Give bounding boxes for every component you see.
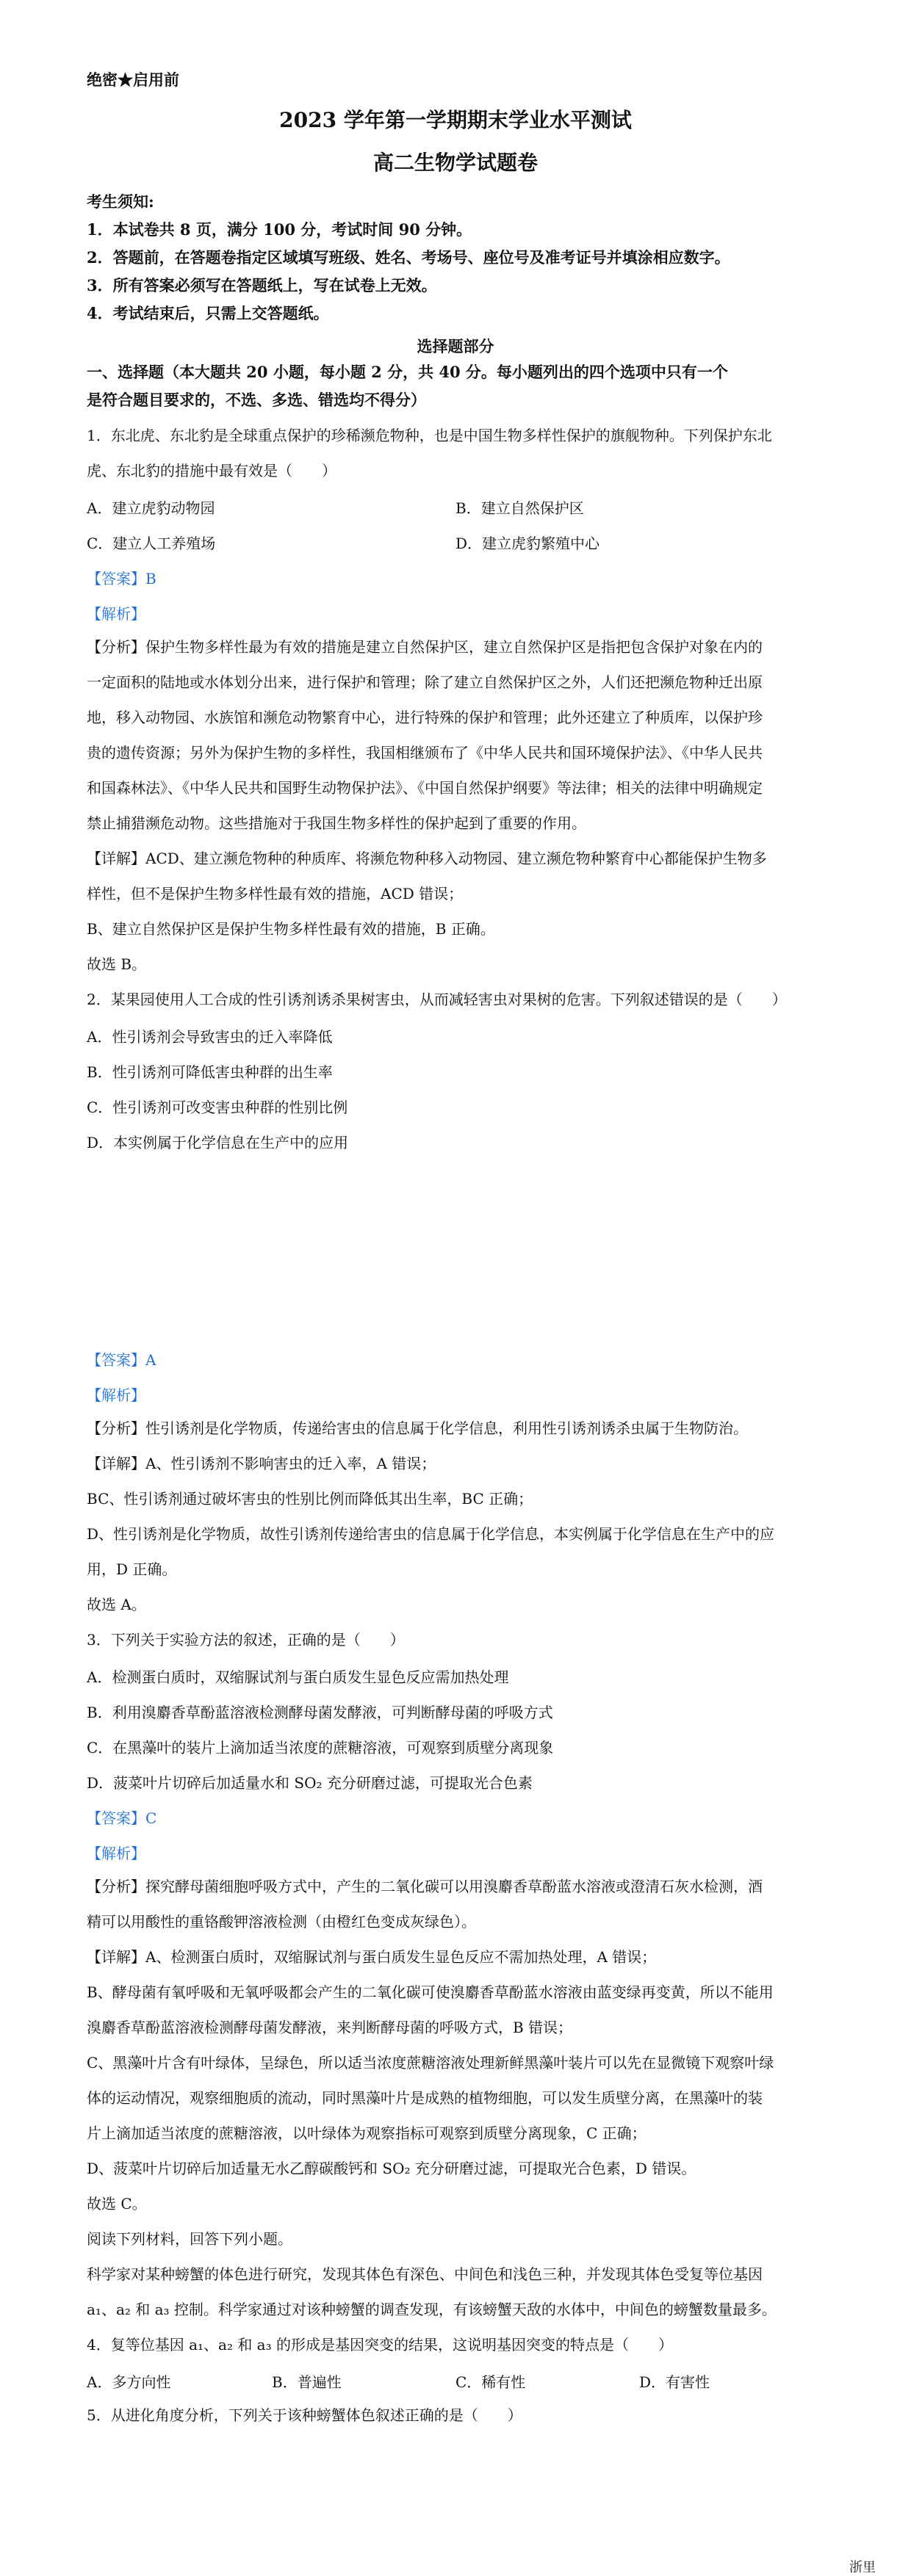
question-4-stem: 4．复等位基因 a₁、a₂ 和 a₃ 的形成是基因突变的结果，这说明基因突变的特点是（ ） [87,2336,673,2354]
q3-analysis-tag: 【解析】 [87,1845,145,1862]
question-5-stem: 5．从进化角度分析，下列关于该种螃蟹体色叙述正确的是（ ） [87,2406,522,2424]
q2-option-c: C．性引诱剂可改变害虫种群的性别比例 [87,1099,348,1116]
q1-analysis-tag: 【解析】 [87,605,145,623]
q3-analysis-line: 故选 C。 [87,2195,147,2213]
q3-analysis-line: D、菠菜叶片切碎后加适量无水乙醇碳酸钙和 SO₂ 充分研磨过滤，可提取光合色素，D 错误。 [87,2160,696,2177]
q1-analysis-line: 和国森林法》、《中华人民共和国野生动物保护法》、《中国自然保护纲要》等法律；相关的法律中明确规定 [87,779,763,797]
q3-analysis-line: C、黑藻叶片含有叶绿体，呈绿色，所以适当浓度蔗糖溶液处理新鲜黑藻叶装片可以先在显微镜下观察叶绿 [87,2054,774,2072]
q3-analysis-line: 体的运动情况，观察细胞质的流动，同时黑藻叶片是成熟的植物细胞，可以发生质壁分离，在黑藻叶的装 [87,2089,763,2107]
question-1-stem: 虎、东北豹的措施中最有效是（ ） [87,462,336,480]
q1-analysis-line: B、建立自然保护区是保护生物多样性最有效的措施，B 正确。 [87,920,495,938]
page-footer: 浙里 [849,2560,876,2575]
reading-intro: 阅读下列材料，回答下列小题。 [87,2230,292,2248]
q3-option-b: B．利用溴麝香草酚蓝溶液检测酵母菌发酵液，可判断酵母菌的呼吸方式 [87,1704,553,1721]
q1-option-c: C．建立人工养殖场 [87,535,216,552]
q3-analysis-line: 片上滴加适当浓度的蔗糖溶液，以叶绿体为观察指标可观察到质壁分离现象，C 正确； [87,2124,647,2142]
q2-analysis-line: 【详解】A、性引诱剂不影响害虫的迁入率，A 错误； [87,1455,436,1472]
q2-option-b: B．性引诱剂可降低害虫种群的出生率 [87,1063,333,1081]
q1-option-b: B．建立自然保护区 [455,499,584,517]
q2-analysis-tag: 【解析】 [87,1386,145,1404]
q2-option-d: D．本实例属于化学信息在生产中的应用 [87,1134,349,1151]
notes-heading: 考生须知: [87,192,154,211]
reading-paragraph: 科学家对某种螃蟹的体色进行研究，发现其体色有深色、中间色和浅色三种，并发现其体色受复等位基因 [87,2265,763,2283]
q1-analysis-line: 【分析】保护生物多样性最为有效的措施是建立自然保护区，建立自然保护区是指把包含保护对象在内的 [87,638,763,656]
q3-analysis-line: 【详解】A、检测蛋白质时，双缩脲试剂与蛋白质发生显色反应不需加热处理，A 错误； [87,1948,657,1966]
q3-analysis-line: 精可以用酸性的重铬酸钾溶液检测（由橙红色变成灰绿色）。 [87,1913,476,1931]
q4-option-a: A．多方向性 [87,2373,171,2391]
q1-analysis-line: 样性，但不是保护生物多样性最有效的措施，ACD 错误； [87,885,464,902]
section-instructions: 是符合题目要求的，不选、多选、错选均不得分） [87,391,426,409]
section-title: 选择题部分 [417,337,494,355]
secret-label: 绝密★启用前 [87,70,179,89]
question-2-stem: 2．某果园使用人工合成的性引诱剂诱杀果树害虫，从而减轻害虫对果树的危害。下列叙述错误的是（ ） [87,991,787,1008]
q2-option-a: A．性引诱剂会导致害虫的迁入率降低 [87,1028,333,1046]
question-1-stem: 1．东北虎、东北豹是全球重点保护的珍稀濒危物种，也是中国生物多样性保护的旗舰物种。下列保护东北 [87,427,772,444]
q1-option-d: D．建立虎豹繁殖中心 [455,535,600,552]
q4-option-d: D．有害性 [639,2373,710,2391]
section-instructions: 一、选择题（本大题共 20 小题，每小题 2 分，共 40 分。每小题列出的四个选项中只有一个 [87,363,728,381]
q3-analysis-line: B、酵母菌有氧呼吸和无氧呼吸都会产生的二氧化碳可使溴麝香草酚蓝水溶液由蓝变绿再变黄，所以不能用 [87,1983,774,2001]
q3-analysis-line: 溴麝香草酚蓝溶液检测酵母菌发酵液，来判断酵母菌的呼吸方式，B 错误； [87,2019,573,2036]
q3-answer: 【答案】C [87,1809,157,1827]
q2-analysis-line: 【分析】性引诱剂是化学物质，传递给害虫的信息属于化学信息，利用性引诱剂诱杀虫属于生物防治。 [87,1419,748,1437]
q2-analysis-line: BC、性引诱剂通过破坏害虫的性别比例而降低其出生率，BC 正确； [87,1490,533,1508]
q1-analysis-line: 地，移入动物园、水族馆和濒危动物繁育中心，进行特殊的保护和管理；此外还建立了种质库，以保护珍 [87,709,763,726]
q1-analysis-line: 一定面积的陆地或水体划分出来，进行保护和管理；除了建立自然保护区之外，人们还把濒危物种迁出原 [87,673,763,691]
notes-item: 2．答题前，在答题卷指定区域填写班级、姓名、考场号、座位号及准考证号并填涂相应数字。 [87,248,730,267]
q1-analysis-line: 故选 B。 [87,955,147,973]
q3-option-c: C．在黑藻叶的装片上滴加适当浓度的蔗糖溶液，可观察到质壁分离现象 [87,1739,554,1756]
notes-item: 1．本试卷共 8 页，满分 100 分，考试时间 90 分钟。 [87,220,472,239]
q3-option-a: A．检测蛋白质时，双缩脲试剂与蛋白质发生显色反应需加热处理 [87,1668,509,1686]
q1-analysis-line: 【详解】ACD、建立濒危物种的种质库、将濒危物种移入动物园、建立濒危物种繁育中心都能保护生物多 [87,850,767,867]
q2-analysis-line: D、性引诱剂是化学物质，故性引诱剂传递给害虫的信息属于化学信息，本实例属于化学信息在生产中的应 [87,1525,775,1543]
notes-item: 4．考试结束后，只需上交答题纸。 [87,304,329,322]
q1-analysis-line: 贵的遗传资源；另外为保护生物的多样性，我国相继颁布了《中华人民共和国环境保护法》、《中华人民共 [87,744,763,761]
exam-subtitle: 高二生物学试题卷 [372,151,538,175]
q2-analysis-line: 故选 A。 [87,1596,146,1613]
q1-option-a: A．建立虎豹动物园 [87,499,215,517]
q4-option-c: C．稀有性 [455,2373,526,2391]
q3-option-d: D．菠菜叶片切碎后加适量水和 SO₂ 充分研磨过滤，可提取光合色素 [87,1774,533,1792]
q1-analysis-line: 禁止捕猎濒危动物。这些措施对于我国生物多样性的保护起到了重要的作用。 [87,814,586,832]
q2-analysis-line: 用，D 正确。 [87,1560,177,1578]
question-3-stem: 3．下列关于实验方法的叙述，正确的是（ ） [87,1631,405,1649]
q4-option-b: B．普遍性 [272,2373,342,2391]
q1-answer: 【答案】B [87,570,156,587]
reading-paragraph: a₁、a₂ 和 a₃ 控制。科学家通过对该种螃蟹的调查发现，有该螃蟹天敌的水体中，中间色的螃蟹数量最多。 [87,2301,777,2318]
exam-title: 2023 学年第一学期期末学业水平测试 [279,108,632,132]
notes-item: 3．所有答案必须写在答题纸上，写在试卷上无效。 [87,276,437,294]
q2-answer: 【答案】A [87,1351,156,1369]
q3-analysis-line: 【分析】探究酵母菌细胞呼吸方式中，产生的二氧化碳可以用溴麝香草酚蓝水溶液或澄清石灰水检测，酒 [87,1878,763,1895]
